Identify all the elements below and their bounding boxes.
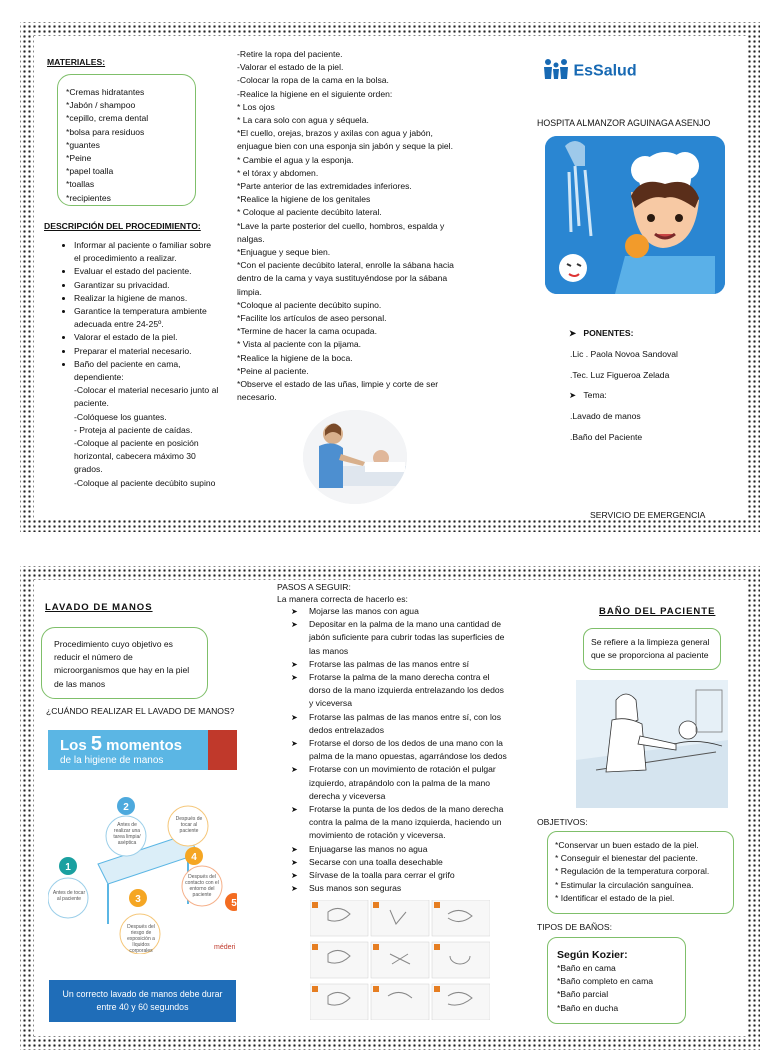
tema-2: .Baño del Paciente [570, 432, 643, 442]
paso-lavado: ➤ Frotarse las palmas de las manos entre sí, con los dedos entrelazados [309, 711, 509, 737]
arrow-icon: ➤ [569, 390, 577, 400]
pasos-intro: La manera correcta de hacerlo es: [277, 594, 408, 604]
paso-lavado: ➤ Secarse con una toalla desechable [309, 856, 509, 869]
paso-cama: *Lave la parte posterior del cuello, hombros, espalda y nalgas. [237, 220, 445, 244]
paso-cama: *Coloque al paciente decúbito supino. [237, 299, 382, 310]
objetivo-item: *Conservar un buen estado de la piel. [555, 840, 699, 850]
mederi-logo: méderi [214, 944, 236, 951]
descripcion-subitem: - Proteja al paciente de caídas. [74, 424, 193, 435]
tipo-item: *Baño parcial [557, 989, 609, 1000]
paso-lavado: ➤ Frotarse las palmas de las manos entre sí [309, 658, 509, 671]
momento-1: Antes de tocar al paciente [52, 890, 86, 902]
essalud-logo [543, 58, 637, 85]
material-item: *papel toalla [66, 166, 114, 177]
paso-cama: *Peine al paciente. [237, 365, 309, 376]
paso-cama: * Cambie el agua y la esponja. [237, 154, 354, 165]
tipos-box [547, 937, 686, 1024]
ponentes-row [569, 327, 634, 340]
momento-2: Antes de realizar una tarea limpia/ aséptica [113, 822, 141, 846]
lavado-definicion-box [41, 627, 208, 699]
cinco-momentos-infographic [48, 730, 237, 960]
bano-definicion-box [583, 628, 721, 670]
paso-cama: -Realice la higiene en el siguiente orden: [237, 88, 393, 99]
paso-cama: * Vista al paciente con la pijama. [237, 339, 362, 350]
logo-text: EsSalud [573, 62, 637, 80]
descripcion-subitem: -Coloque al paciente en posición horizontal, cabecera máximo 30 grados. [74, 438, 199, 475]
objetivos-box [547, 831, 734, 914]
material-item: *cepillo, crema dental [66, 113, 149, 124]
tipos-label: TIPOS DE BAÑOS: [537, 922, 612, 932]
svg-text:3: 3 [135, 894, 141, 905]
paso-cama: -Retire la ropa del paciente. [237, 49, 343, 59]
paso-lavado: ➤ Enjuagarse las manos no agua [309, 843, 509, 856]
handwashing-steps-grid [310, 900, 490, 1020]
objetivos-label: OBJETIVOS: [537, 817, 588, 827]
pasos-lavado-list [277, 605, 509, 895]
brochure-front [20, 22, 760, 532]
family-icon [543, 58, 569, 85]
momento-3: Después del riesgo de exposición a líquidos corporales [127, 924, 155, 954]
descripcion-item: • Garantizar su privacidad. [74, 279, 220, 292]
paso-cama: *Parte anterior de las extremidades inferiores. [237, 181, 412, 192]
paso-lavado: ➤ Mojarse las manos con agua [309, 605, 509, 618]
paso-lavado: ➤ Sírvase de la toalla para cerrar el grifo [309, 869, 509, 882]
material-item: *Jabón / shampoo [66, 100, 136, 111]
nurse-patient-image [303, 410, 407, 504]
paso-cama: * Los ojos [237, 101, 275, 112]
paso-cama: *El cuello, orejas, brazos y axilas con agua y jabón, enjuague bien con una esponja sin jabón y seque la piel. [237, 128, 453, 152]
material-item: *bolsa para residuos [66, 126, 145, 137]
arrow-icon: ➤ [569, 328, 577, 338]
descripcion-item: • Valorar el estado de la piel. [74, 331, 220, 344]
materiales-box [57, 74, 196, 206]
objetivos-list [548, 832, 733, 905]
descripcion-item: • Baño del paciente en cama, dependiente: [74, 358, 220, 384]
momentos-number: 5 [90, 733, 102, 755]
servicio-emergencia: SERVICIO DE EMERGENCIA [590, 510, 706, 520]
descripcion-item: • Garantice la temperatura ambiente adecuada entre 24-25º. [74, 305, 220, 331]
descripcion-title: DESCRIPCIÓN DEL PROCEDIMIENTO: [44, 221, 201, 231]
tipo-item: *Baño completo en cama [557, 976, 654, 987]
objetivo-item: * Conseguir el bienestar del paciente. [555, 853, 698, 864]
descripcion-list [44, 239, 220, 490]
paso-lavado: ➤ Depositar en la palma de la mano una cantidad de jabón suficiente para cubrir todas las superficies de las manos [309, 618, 509, 658]
paso-lavado: ➤ Frotarse el dorso de los dedos de una mano con la palma de la mano opuestas, agarrándose los dedos [309, 737, 509, 763]
tipo-item: *Baño en cama [557, 963, 616, 973]
material-item: *toallas [66, 179, 95, 190]
objetivo-item: * Regulación de la temperatura corporal. [555, 866, 710, 877]
objetivo-item: * Estimular la circulación sanguínea. [555, 879, 694, 890]
objetivo-item: * Identificar el estado de la piel. [555, 892, 675, 903]
paso-cama: *Realice la higiene de la boca. [237, 352, 353, 363]
tema-label: Tema: [583, 390, 607, 400]
momentos-subheading: de la higiene de manos [60, 755, 164, 766]
paso-cama: *Termine de hacer la cama ocupada. [237, 326, 377, 337]
pasos-cama-list [237, 48, 462, 404]
tema-row [569, 389, 607, 402]
material-item: *guantes [66, 139, 100, 150]
paso-lavado: ➤ Frotarse la punta de los dedos de la mano derecha contra la palma de la mano izquierda, haciendo un movimiento de rotación y viceversa. [309, 803, 509, 843]
paso-lavado: ➤ Frotarse con un movimiento de rotación el pulgar izquierdo, atrapándolo con la palma de la mano derecha y viceversa [309, 763, 509, 803]
ponente-1: .Lic . Paola Novoa Sandoval [570, 349, 678, 359]
child-bathing-illustration [545, 136, 725, 294]
momento-5: Después del contacto con el entorno del paciente [185, 874, 219, 898]
ponente-2: .Tec. Luz Figueroa Zelada [570, 370, 670, 380]
materiales-list [58, 75, 195, 205]
paso-lavado: ➤ Sus manos son seguras [309, 882, 509, 895]
hospital-name: HOSPITA ALMANZOR AGUINAGA ASENJO [537, 118, 711, 128]
momentos-los: Los [60, 737, 87, 754]
paso-cama: * Coloque al paciente decúbito lateral. [237, 207, 382, 218]
tema-1: .Lavado de manos [570, 411, 641, 421]
svg-text:1: 1 [65, 862, 71, 873]
bano-definicion: Se refiere a la limpieza general que se proporciona al paciente [591, 637, 710, 661]
svg-text:2: 2 [123, 802, 129, 813]
paso-cama: *Realice la higiene de los genitales [237, 194, 371, 205]
paso-cama: * el tórax y abdomen. [237, 167, 319, 178]
kozier-heading: Según Kozier: [557, 949, 628, 961]
materiales-title: MATERIALES: [47, 57, 106, 67]
momentos-word: momentos [106, 737, 182, 754]
paso-cama: * La cara solo con agua y séquela. [237, 115, 369, 126]
duracion-text: Un correcto lavado de manos debe durar entre 40 y 60 segundos [62, 989, 223, 1012]
material-item: *Cremas hidratantes [66, 87, 145, 97]
descripcion-item: • Preparar el material necesario. [74, 345, 220, 358]
momentos-heading [60, 733, 182, 756]
hand-icon [208, 730, 237, 770]
cuando-lavado: ¿CUÁNDO REALIZAR EL LAVADO DE MANOS? [46, 706, 235, 716]
paso-cama: *Enjuague y seque bien. [237, 247, 331, 258]
paso-lavado: ➤ Frotarse la palma de la mano derecha contra el dorso de la mano izquierda entrelazando los dedos y viceversa [309, 671, 509, 711]
paso-cama: -Valorar el estado de la piel. [237, 62, 344, 73]
descripcion-subitem: -Colóquese los guantes. [74, 411, 167, 422]
descripcion-item: • Evaluar el estado del paciente. [74, 265, 220, 278]
tipos-list [548, 938, 685, 1015]
paso-cama: *Observe el estado de las uñas, limpie y corte de ser necesario. [237, 379, 439, 403]
descripcion-item: • Realizar la higiene de manos. [74, 292, 220, 305]
svg-text:5: 5 [231, 898, 237, 909]
duracion-banner [49, 980, 236, 1022]
tipo-item: *Baño en ducha [557, 1002, 619, 1013]
paso-cama: *Facilite los artículos de aseo personal. [237, 313, 387, 324]
descripcion-subitem: -Colocar el material necesario junto al paciente. [74, 385, 219, 409]
bano-title: BAÑO DEL PACIENTE [599, 606, 716, 617]
paso-cama: *Con el paciente decúbito lateral, enrolle la sábana hacia dentro de la cama y vaya sustituyéndose por la sábana limpia. [237, 260, 454, 297]
lavado-title: LAVADO DE MANOS [45, 602, 153, 613]
svg-text:4: 4 [191, 852, 197, 863]
lavado-definicion: Procedimiento cuyo objetivo es reducir el número de microorganismos que hay en la piel de las manos [54, 639, 190, 689]
brochure-back [20, 566, 760, 1050]
ponentes-label: PONENTES: [583, 328, 634, 338]
bed-bath-illustration [576, 680, 728, 808]
pasos-title: PASOS A SEGUIR: [277, 582, 351, 592]
descripcion-item: • Informar al paciente o familiar sobre el procedimiento a realizar. [74, 239, 220, 265]
descripcion-subitem: -Coloque al paciente decúbito supino [74, 477, 216, 488]
momento-4: Después de tocar al paciente [175, 816, 203, 834]
material-item: *recipientes [66, 192, 111, 203]
material-item: *Peine [66, 153, 92, 164]
paso-cama: -Colocar la ropa de la cama en la bolsa. [237, 75, 389, 86]
